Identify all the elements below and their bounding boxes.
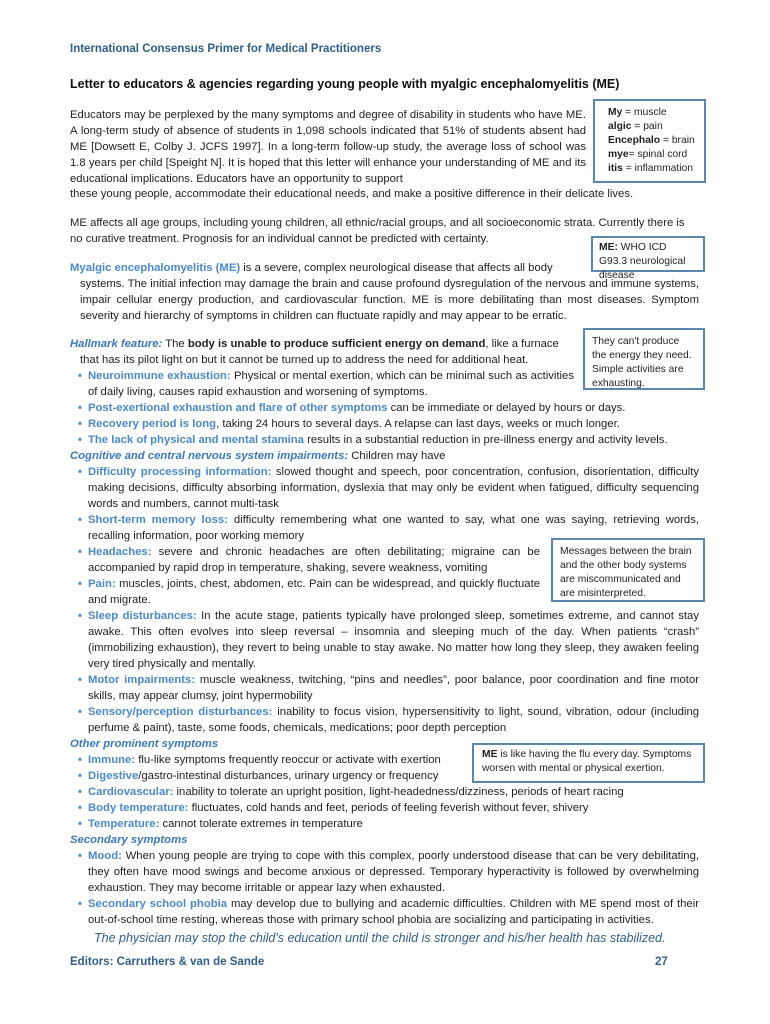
letter-title: Letter to educators & agencies regarding young people with myalgic encephalomyelitis (ME)	[70, 77, 620, 91]
me-definition-line: Myalgic encephalomyelitis (ME) is a severe, complex neurological disease that affects all body	[70, 262, 553, 274]
list-item: • Headaches: severe and chronic headaches are often debilitating; migraine can be accompanied by rapid drop in temperature, shaking, severe weakness, vomiting	[78, 546, 540, 574]
list-item: • Body temperature: fluctuates, cold hands and feet, periods of feeling feverish without fever, shivery	[78, 802, 589, 814]
list-item: • Sleep disturbances: In the acute stage, patients typically have prolonged sleep, sometimes extreme, and cannot stay awake. This often evolves into sleep reversal – insomnia and sleeping much of the day. When patients “crash” (immobilizing exhaustion), they revert to being unable to stay awake. No matter how long they sleep, they awaken feeling very tired physically and mentally.	[78, 610, 699, 670]
footer-editors: Editors: Carruthers & van de Sande	[70, 956, 265, 968]
etymology-item: Encephalo = brain	[608, 135, 695, 146]
cognitive-heading: Cognitive and central nervous system impairments: Children may have	[70, 450, 446, 462]
hallmark-feature: Hallmark feature: The body is unable to produce sufficient energy on demand, like a furnace	[70, 338, 559, 350]
list-item: • Immune: flu-like symptoms frequently reoccur or activate with exertion	[78, 754, 441, 766]
list-item: • Post-exertional exhaustion and flare of other symptoms can be immediate or delayed by hours or days.	[78, 402, 626, 414]
intro-paragraph: Educators may be perplexed by the many symptoms and degree of disability in students who have ME. A long-term study of absence of students in 1,098 schools indicated that 51% of students absent had ME [Dowsett E, Colby J. JCFS 1997]. In a long-term follow-up study, the average loss of school was 1.8 years per child [Speight N]. It is hoped that this letter will enhance your understanding of ME and its educational implications. Educators have an opportunity to support	[70, 109, 586, 185]
list-item: • Temperature: cannot tolerate extremes in temperature	[78, 818, 363, 830]
running-header: International Consensus Primer for Medical Practitioners	[70, 43, 382, 55]
list-item: • Digestive/gastro-intestinal disturbances, urinary urgency or frequency	[78, 770, 439, 782]
list-item: • Motor impairments: muscle weakness, twitching, “pins and needles”, poor balance, poor coordination and fine motor skills, may appear clumsy, joint hypermobility	[78, 674, 699, 702]
age-groups-paragraph: ME affects all age groups, including young children, all ethnic/racial groups, and all socioeconomic strata. Currently there is no curative treatment. Prognosis for an individual cannot be predicted with certainty.	[70, 217, 685, 245]
page-number: 27	[655, 956, 668, 968]
etymology-box	[593, 99, 706, 183]
secondary-symptoms-heading: Secondary symptoms	[70, 834, 188, 846]
list-item: • Neuroimmune exhaustion: Physical or mental exertion, which can be minimal such as activities of daily living, causes rapid exhaustion and worsening of symptoms.	[78, 370, 574, 398]
list-item: • Recovery period is long, taking 24 hours to several days. A relapse can last days, weeks or much longer.	[78, 418, 620, 430]
etymology-item: algic = pain	[608, 121, 663, 132]
etymology-item: My = muscle	[608, 107, 667, 118]
messages-box: Messages between the brain and the other body systems are miscommunicated and are misinterpreted.	[551, 538, 705, 602]
flu-box: ME is like having the flu every day. Symptoms worsen with mental or physical exertion.	[472, 743, 705, 783]
icd-box: ME: WHO ICD G93.3 neurological disease	[591, 236, 705, 272]
energy-box: They can't produce the energy they need. Simple activities are exhausting.	[583, 328, 705, 390]
list-item: • Short-term memory loss: difficulty remembering what one wanted to say, what one was saying, retrieving words, recalling information, poor working memory	[78, 514, 699, 542]
intro-paragraph-tail: these young people, accommodate their educational needs, and make a positive difference in their delicate lives.	[70, 188, 634, 200]
list-item: • Mood: When young people are trying to cope with this complex, poorly understood disease that can be very debilitating, they often have mood swings and become anxious or depressed. Temporary hyperactivity is followed by overwhelming exhaustion. They may become irritable or appear lazy when exhausted.	[78, 850, 699, 894]
list-item: • Difficulty processing information: slowed thought and speech, poor concentration, confusion, disorientation, difficulty making decisions, difficulty absorbing information, dyslexia that may only be evident when fatigued, difficulty sequencing words and numbers, cannot multi-task	[78, 466, 699, 510]
list-item: • The lack of physical and mental stamina results in a substantial reduction in pre-illness energy and activity levels.	[78, 434, 668, 446]
list-item: • Sensory/perception disturbances: inability to focus vision, hypersensitivity to light, sound, vibration, odour (including perfume & paint), taste, some foods, chemicals, medications; poor depth perception	[78, 706, 700, 734]
list-item: • Cardiovascular: inability to tolerate an upright position, light-headedness/dizziness, periods of heart racing	[78, 786, 624, 798]
list-item: • Pain: muscles, joints, chest, abdomen, etc. Pain can be widespread, and quickly fluctuate and migrate.	[78, 578, 540, 606]
list-item: • Secondary school phobia may develop due to bullying and academic difficulties. Children with ME spend most of their out-of-school time resting, whereas those with primary school phobia are socializing and participating in activities.	[78, 898, 699, 926]
etymology-item: itis = inflammation	[608, 163, 693, 174]
etymology-item: mye= spinal cord	[608, 149, 688, 160]
closing-statement: The physician may stop the child's education until the child is stronger and his/her health has stabilized.	[94, 931, 666, 945]
hallmark-feature-cont: that has its pilot light on but it cannot be turned up to address the need for additional heat.	[80, 354, 529, 366]
other-symptoms-heading: Other prominent symptoms	[70, 738, 219, 750]
me-definition-rest: systems. The initial infection may damage the brain and cause profound dysregulation of the nervous and immune systems, impair cellular energy production, and cardiovascular function. ME is more debilitating than most diseases. Symptom severity and hierarchy of symptoms in children can fluctuate rapidly and may appear to be erratic.	[80, 278, 699, 322]
